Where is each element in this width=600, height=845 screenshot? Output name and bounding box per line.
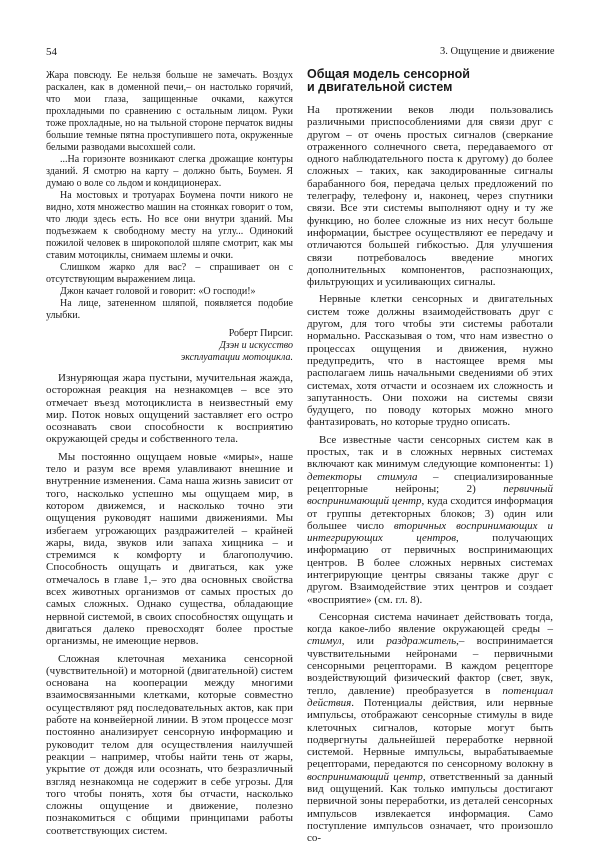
section-title [307,68,553,94]
emphasis-term: воспринимающий центр [307,770,423,783]
text-run: Сенсорная система начинает действовать тогда, когда какое-либо явление окружающей среды – [307,610,553,636]
epigraph [46,70,293,364]
running-head: 3. Ощущение и движение [440,46,555,57]
epigraph-work-title: эксплуатации мотоцикла. [180,352,293,363]
left-column [46,70,293,837]
epigraph-paragraph: На лице, затененном шляпой, появляется подобие улыбки. [46,298,293,321]
text-run: – специализированные рецепторные нейроны; 2) [307,470,553,495]
epigraph-paragraph: На мостовых и тротуарах Боумена почти никого не видно, хотя множество машин на стоянках говорит о том, что люди здесь есть. Но все они внутри зданий. Мы подъезжаем к свободному месту на углу... Одинокий пожилой человек в широкополой шляпе смотрит, как мы ставим мотоциклы, снимаем шлемы и очки. [46,190,293,261]
emphasis-term: вторичных воспринимающих и интегрирующих центров [307,519,554,545]
epigraph-author: Роберт Пирсиг. [228,328,293,339]
page-number: 54 [46,46,57,58]
epigraph-paragraph: ...На горизонте возникают слегка дрожащие контуры зданий. Я смотрю на карту – должно быть, Боумен. Я думаю о воле со льдом и кондиционерах. [46,154,293,189]
body-paragraph: Нервные клетки сенсорных и двигательных систем тоже должны взаимодействовать друг с другом, для того чтобы эти системы работали нормально. Рассказывая о том, что нам известно о процессах ощущения и движения, нужно предупредить, что в настоящее время мы располагаем лишь начальными сведениями об этих системах, хотя отчасти и осознаем их сложность и запутанность. Они похожи на системы связи будущего, по поводу которых можно много фантазировать, но которые трудно описать. [307,293,553,429]
left-body-text [46,372,293,837]
epigraph-paragraph: Джон качает головой и говорит: «О господи!» [60,286,256,297]
epigraph-attribution [46,328,293,364]
text-run: Все известные части сенсорных систем как в простых, так и в сложных нервных системах включают как минимум следующие компоненты: 1) [307,433,553,471]
emphasis-term: первичный воспринимающий центр [307,482,553,508]
body-paragraph: На протяжении веков люди пользовались различными приспособлениями для связи друг с другом – от очень простых сигналов (сверкание отраженного солнечного света, передаваемого от одного наблюдательного поста к другому) до более сложных – таких, как закодированные сигналы барабанного боя, передача целых предложений по телеграфу, телефону и, наконец, через спутники связи. Все эти системы выполняют одну и ту же функцию, но более сложные из них несут больше информации, быстрее осуществляют ее передачу и отличаются большей гибкостью. Для улучшения связи потребовалось введение многих дополнительных компонентов, распознающих, фильтрующих и усиливающих сигналы. [307,104,553,289]
emphasis-term: стимул [307,635,342,648]
emphasis-term: детекторы стимула [307,470,418,483]
section-title-line: и двигательной систем [307,80,453,94]
emphasis-term: потенциал действия [307,684,553,709]
text-run: , куда сходится информация от группы детекторных блоков; 3) один или большее число [307,495,554,532]
epigraph-work-title: Дзэн и искусство [219,340,293,351]
body-paragraph: Сложная клеточная механика сенсорной (чувствительной) и моторной (двигательной) систем основана на кооперации между многими взаимосвязанными клетками, которые совместно осуществляют ряд последовательных актов, как при работе на конвейерной линии. В этом процессе мозг постоянно анализирует сенсорную информацию и руководит телом для осуществления наилучшей реакции – например, чтобы найти тень от жары, укрытие от дождя или осознать, что безразличный взгляд незнакомца не содержит в себе угрозы. Для того чтобы понять, хотя бы отчасти, насколько сложны ощущение и движение, полезно познакомиться с общими принципами работы соответствующих систем. [46,652,293,837]
body-paragraph: Изнуряющая жара пустыни, мучительная жажда, осторожная реакция на незнакомцев – все это отмечает въезд мотоциклиста в неизвестный ему мир. Поток новых ощущений заставляет его остро осознавать свои способности к восприятию окружающей среды и собственного тела. [46,372,293,446]
text-run: , получающих информацию от первичных воспринимающих центров. В более сложных нервных системах интегрирующие центры связаны также друг с другом. Взаимодействие этих центров и создает «восприятие» (см. гл. 8). [307,532,553,606]
right-column [307,68,553,845]
epigraph-paragraph: Жара повсюду. Ее нельзя больше не замечать. Воздух раскален, как в доменной печи,– он настолько горячий, что мои глаза, защищенные очками, кажутся прохладными по сравнению с остальным лицом. Руки тоже прохладные, но на тыльной стороне перчаток видны большие темные пятна проступившего пота, окруженные белыми разводами высохшей соли. [46,70,293,153]
body-paragraph [307,611,553,845]
text-run: , или [341,635,387,648]
text-run: . Потенциалы действия, или нервные импульсы, отображают сенсорные стимулы в виде клеточных сигналов, которые могут быть подвергнуты дальнейшей переработке нервной системой. Нервные импульсы, вырабатываемые рецепторами, передаются по сенсорному волокну в [307,696,553,771]
right-body-text [307,104,553,845]
body-paragraph [307,434,553,606]
section-title-line: Общая модель сенсорной [307,67,470,81]
text-run: ,– воспринимается чувствительными нейронами – первичными сенсорными рецепторами. В каждом рецепторе воздействующий физический фактор (свет, звук, тепло, давление) преобразуется в [307,635,554,697]
emphasis-term: раздражитель [386,635,457,648]
epigraph-paragraph: Слишком жарко для вас? – спрашивает он с отсутствующим выражением лица. [46,262,293,285]
text-run: , ответственный за данный вид ощущений. Как только импульсы достигают первичной зоны переработки, из деталей сенсорных импульсов извлекается информация. Само поступление импульсов означает, что произошло со- [307,770,554,845]
body-paragraph: Мы постоянно ощущаем новые «миры», наше тело и разум все время улавливают внешние и внутренние изменения. Сама наша жизнь зависит от того, насколько успешно мы ощущаем мир, в котором движемся, и насколько точно эти ощущения руководят нашими движениями. Мы избегаем угрожающих раздражителей – крайней жары, вида, звуков или запаха хищника – и стремимся к комфорту и благополучию. Способность ощущать и двигаться, как уже отмечалось в главе 1,– это два основных свойства всех животных организмов от самых простых до самых сложных. Однако существа, обладающие нервной системой, в своих способностях ощущать и двигаться далеко превосходят более простые организмы, не имеющие нервов. [46,450,293,648]
